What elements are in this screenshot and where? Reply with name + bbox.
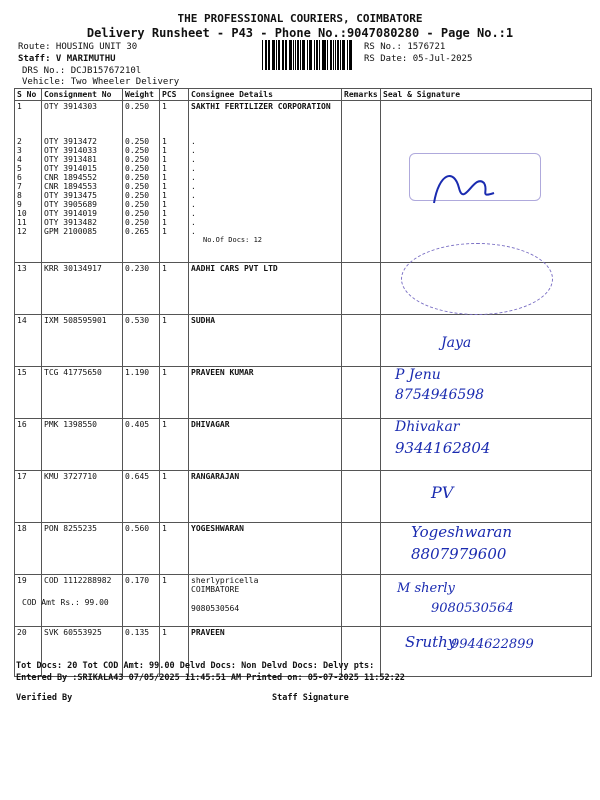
table-row: 19 COD 1112288982 0.170 1 sherlypricella COIMBATORE 9080530564 M sherly 9080530564	[15, 575, 592, 627]
company-title: THE PROFESSIONAL COURIERS, COIMBATORE	[177, 12, 423, 25]
handwritten-phone: 8807979600	[411, 545, 507, 563]
seal-cell	[381, 263, 592, 315]
table-row: 18 PON 8255235 0.560 1 YOGESHWARAN Yogeshwaran 8807979600	[15, 523, 592, 575]
route: Route: HOUSING UNIT 30	[18, 42, 138, 52]
barcode	[262, 40, 354, 70]
barcode-bar	[333, 40, 334, 70]
barcode-bar	[309, 40, 310, 70]
handwritten-name: P Jenu	[395, 367, 441, 383]
seal-cell	[381, 471, 592, 523]
barcode-bar	[347, 40, 348, 70]
handwritten-signature: PV	[431, 483, 454, 502]
barcode-bar	[310, 40, 312, 70]
seal-cell	[381, 101, 592, 263]
handwritten-signature: Jaya	[441, 335, 472, 351]
handwritten-name: M sherly	[397, 581, 455, 596]
barcode-bar	[342, 40, 345, 70]
barcode-bar	[285, 40, 287, 70]
table-row: 15 TCG 41775650 1.190 1 PRAVEEN KUMAR P Jenu 8754946598	[15, 367, 592, 419]
table-row	[15, 101, 592, 263]
table-header-row	[15, 89, 592, 101]
round-stamp	[401, 243, 553, 315]
barcode-bar	[327, 40, 328, 70]
verified-by: Verified By	[16, 693, 73, 703]
barcode-bar	[262, 40, 263, 70]
barcode-bar	[283, 40, 284, 70]
remarks-cell	[342, 101, 381, 263]
staff: Staff: V MARIMUTHU	[18, 54, 116, 64]
table-row: 16 PMK 1398550 0.405 1 DHIVAGAR Dhivakar 9344162804	[15, 419, 592, 471]
handwritten-phone: 9944622899	[451, 637, 534, 652]
no-of-docs: No.Of Docs: 12	[203, 236, 263, 244]
barcode-bar	[269, 40, 270, 70]
barcode-bar	[337, 40, 339, 70]
barcode-bar	[330, 40, 332, 70]
seal-cell	[381, 315, 592, 367]
barcode-bar	[300, 40, 301, 70]
barcode-bar	[314, 40, 315, 70]
runsheet-title: Delivery Runsheet - P43 - Phone No.:9047080280 - Page No.:1	[86, 26, 514, 40]
table-row: 17 KMU 3727710 0.645 1 RANGARAJAN PV	[15, 471, 592, 523]
seal-cell	[381, 627, 592, 677]
barcode-bar	[268, 40, 269, 70]
barcode-bar	[335, 40, 336, 70]
vehicle: Vehicle: Two Wheeler Delivery	[22, 77, 180, 87]
barcode-bar	[265, 40, 267, 70]
handwritten-phone: 9080530564	[431, 601, 514, 616]
seal-cell	[381, 523, 592, 575]
barcode-bar	[289, 40, 292, 70]
barcode-bar	[322, 40, 323, 70]
barcode-bar	[295, 40, 296, 70]
cod-amount: COD Amt Rs.: 99.00	[22, 598, 109, 607]
handwritten-phone: 9344162804	[395, 439, 491, 457]
consignment-cell: OTY 3914303 OTY 3913472 OTY 3914033 OTY 3913481 OTY 3914015 CNR 1894552 CNR 1894553 OTY 3913475 OTY 3905689 OTY 3914019 OTY 3913482 GPM 2100085	[42, 101, 123, 263]
barcode-bar	[302, 40, 305, 70]
barcode-bar	[316, 40, 318, 70]
seal-cell	[381, 367, 592, 419]
col-consignee: Consignee Details	[189, 89, 342, 101]
barcode-bar	[350, 40, 352, 70]
handwritten-name: Sruthy	[405, 633, 457, 651]
consignee-cell: SAKTHI FERTILIZER CORPORATION . . . . . . . . . . . No.Of Docs: 12	[189, 101, 342, 263]
barcode-bar	[319, 40, 320, 70]
weight-cell: 0.250 0.250 0.250 0.250 0.250 0.250 0.250 0.250 0.250 0.250 0.250 0.265	[123, 101, 160, 263]
sno-cell: 1 2 3 4 5 6 7 8 9 10 11 12	[15, 101, 42, 263]
handwritten-name: Yogeshwaran	[411, 523, 513, 541]
col-pcs: PCS	[160, 89, 189, 101]
seal-cell	[381, 419, 592, 471]
barcode-bar	[340, 40, 341, 70]
table-row: 14 IXM 508595901 0.530 1 SUDHA Jaya	[15, 315, 592, 367]
table-row: 13 KRR 30134917 0.230 1 AADHI CARS PVT LTD	[15, 263, 592, 315]
barcode-bar	[307, 40, 308, 70]
rs-no: RS No.: 1576721	[364, 42, 446, 52]
barcode-bar	[293, 40, 294, 70]
col-weight: Weight	[123, 89, 160, 101]
staff-signature: Staff Signature	[272, 693, 349, 703]
col-seal: Seal & Signature	[381, 89, 592, 101]
barcode-bar	[276, 40, 277, 70]
col-sno: S No	[15, 89, 42, 101]
barcode-bar	[278, 40, 280, 70]
signature-scribble	[429, 163, 499, 213]
rs-date: RS Date: 05-Jul-2025	[364, 54, 473, 64]
runsheet-table	[14, 88, 592, 677]
table-row: 20 SVK 60553925 0.135 1 PRAVEEN Sruthy 9944622899	[15, 627, 592, 677]
col-remarks: Remarks	[342, 89, 381, 101]
barcode-bar	[272, 40, 275, 70]
barcode-bar	[349, 40, 350, 70]
seal-cell	[381, 575, 592, 627]
barcode-bar	[323, 40, 326, 70]
footer-totals: Tot Docs: 20 Tot COD Amt: 99.00 Delvd Docs: Non Delvd Docs: Delvy pts:	[16, 661, 375, 671]
handwritten-phone: 8754946598	[395, 387, 485, 403]
barcode-bar	[297, 40, 299, 70]
barcode-bar	[282, 40, 283, 70]
handwritten-name: Dhivakar	[395, 419, 460, 435]
pcs-cell: 1 1 1 1 1 1 1 1 1 1 1 1	[160, 101, 189, 263]
col-consignment: Consignment No	[42, 89, 123, 101]
drs-no: DRS No.: DCJB15767210l	[22, 66, 142, 76]
footer-entered: Entered By :SRIKALA43 07/05/2025 11:45:51 AM Printed on: 05-07-2025 11:52:22	[16, 673, 405, 683]
